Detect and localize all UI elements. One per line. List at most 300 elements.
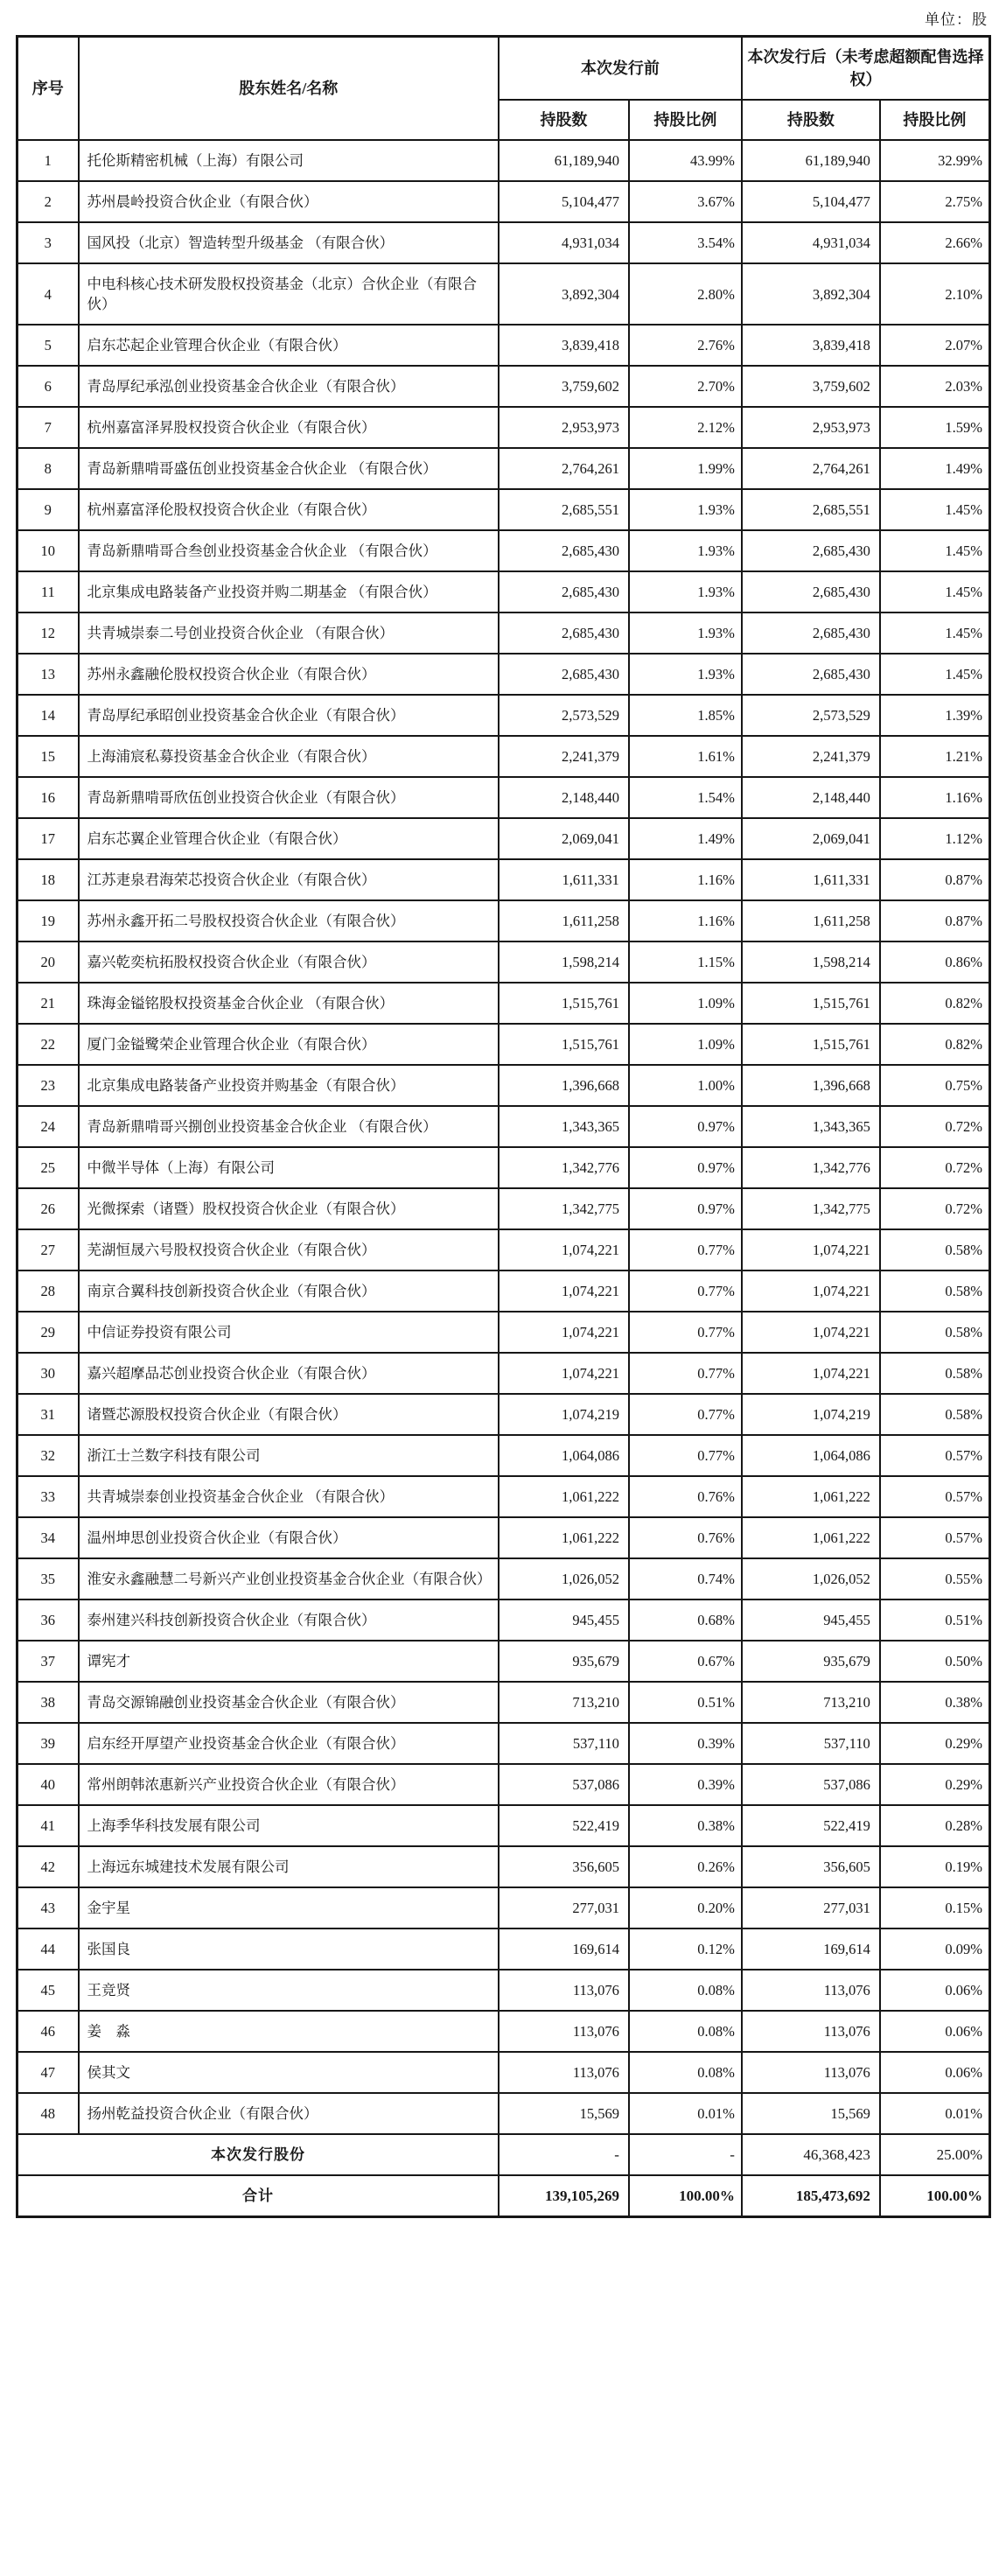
cell-pre-ratio: 0.08%	[629, 1970, 742, 2011]
cell-no: 12	[17, 612, 79, 654]
cell-pre-shares: 1,061,222	[499, 1476, 629, 1517]
cell-no: 38	[17, 1682, 79, 1723]
cell-no: 36	[17, 1600, 79, 1641]
cell-post-ratio: 0.72%	[880, 1106, 990, 1147]
cell-post-ratio: 1.45%	[880, 654, 990, 695]
cell-pre-ratio: 1.09%	[629, 983, 742, 1024]
cell-no: 26	[17, 1188, 79, 1229]
cell-shareholder-name: 常州朗韩浓惠新兴产业投资合伙企业（有限合伙）	[79, 1764, 499, 1805]
cell-no: 9	[17, 489, 79, 530]
cell-post-shares: 2,764,261	[742, 448, 880, 489]
cell-post-shares: 1,515,761	[742, 983, 880, 1024]
cell-shareholder-name: 青岛新鼎啃哥盛伍创业投资基金合伙企业 （有限合伙）	[79, 448, 499, 489]
cell-post-shares: 169,614	[742, 1928, 880, 1970]
cell-post-shares: 935,679	[742, 1641, 880, 1682]
cell-no: 23	[17, 1065, 79, 1106]
header-col-no: 序号	[17, 37, 79, 141]
cell-post-shares: 1,611,258	[742, 900, 880, 942]
cell-pre-ratio: 0.12%	[629, 1928, 742, 1970]
cell-post-ratio: 0.86%	[880, 942, 990, 983]
cell-post-ratio: 0.29%	[880, 1723, 990, 1764]
table-row	[17, 736, 990, 777]
cell-post-shares: 1,026,052	[742, 1558, 880, 1600]
cell-no: 32	[17, 1435, 79, 1476]
cell-shareholder-name: 苏州晨岭投资合伙企业（有限合伙）	[79, 181, 499, 222]
table-row	[17, 612, 990, 654]
cell-post-shares: 277,031	[742, 1887, 880, 1928]
cell-pre-shares: 1,074,219	[499, 1394, 629, 1435]
cell-post-shares: 2,685,430	[742, 654, 880, 695]
cell-post-shares: 945,455	[742, 1600, 880, 1641]
cell-no: 6	[17, 366, 79, 407]
table-row	[17, 448, 990, 489]
cell-pre-shares: 277,031	[499, 1887, 629, 1928]
cell-no: 48	[17, 2093, 79, 2134]
table-row	[17, 695, 990, 736]
header-group-row	[17, 37, 990, 101]
cell-pre-shares: 4,931,034	[499, 222, 629, 263]
cell-no: 5	[17, 325, 79, 366]
cell-pre-ratio: 1.61%	[629, 736, 742, 777]
table-row	[17, 1558, 990, 1600]
cell-pre-ratio: 1.16%	[629, 859, 742, 900]
cell-post-shares: 522,419	[742, 1805, 880, 1846]
cell-pre-ratio: 0.08%	[629, 2011, 742, 2052]
cell-shareholder-name: 杭州嘉富泽伦股权投资合伙企业（有限合伙）	[79, 489, 499, 530]
cell-post-shares: 3,892,304	[742, 263, 880, 325]
cell-post-shares: 537,110	[742, 1723, 880, 1764]
cell-post-ratio: 0.72%	[880, 1188, 990, 1229]
cell-pre-ratio: 0.77%	[629, 1353, 742, 1394]
cell-no: 19	[17, 900, 79, 942]
cell-pre-ratio: 0.97%	[629, 1188, 742, 1229]
cell-post-shares: 2,148,440	[742, 777, 880, 818]
cell-pre-shares: 537,110	[499, 1723, 629, 1764]
unit-label: 单位：股	[925, 11, 988, 28]
cell-no: 1	[17, 140, 79, 181]
cell-post-ratio: 1.45%	[880, 571, 990, 612]
cell-post-shares: 537,086	[742, 1764, 880, 1805]
table-row	[17, 859, 990, 900]
table-row	[17, 1065, 990, 1106]
cell-no: 41	[17, 1805, 79, 1846]
cell-post-shares: 2,685,430	[742, 612, 880, 654]
cell-post-ratio: 2.03%	[880, 366, 990, 407]
table-row	[17, 1229, 990, 1270]
cell-pre-ratio: 1.93%	[629, 612, 742, 654]
cell-pre-shares: 2,953,973	[499, 407, 629, 448]
table-row	[17, 489, 990, 530]
cell-shareholder-name: 中信证券投资有限公司	[79, 1312, 499, 1353]
cell-no: 27	[17, 1229, 79, 1270]
table-row	[17, 2011, 990, 2052]
cell-pre-shares: 1,074,221	[499, 1353, 629, 1394]
cell-post-ratio: 0.15%	[880, 1887, 990, 1928]
table-row	[17, 1476, 990, 1517]
cell-shareholder-name: 中微半导体（上海）有限公司	[79, 1147, 499, 1188]
cell-shareholder-name: 泰州建兴科技创新投资合伙企业（有限合伙）	[79, 1600, 499, 1641]
total-post-shares: 185,473,692	[742, 2175, 880, 2217]
cell-shareholder-name: 嘉兴乾奕杭拓股权投资合伙企业（有限合伙）	[79, 942, 499, 983]
cell-shareholder-name: 青岛厚纪承泓创业投资基金合伙企业（有限合伙）	[79, 366, 499, 407]
cell-post-ratio: 0.82%	[880, 983, 990, 1024]
table-row	[17, 1723, 990, 1764]
cell-post-ratio: 0.55%	[880, 1558, 990, 1600]
table-row	[17, 140, 990, 181]
table-row	[17, 325, 990, 366]
cell-shareholder-name: 张国良	[79, 1928, 499, 1970]
cell-post-ratio: 1.39%	[880, 695, 990, 736]
total-pre-ratio: 100.00%	[629, 2175, 742, 2217]
header-pre-ratio: 持股比例	[629, 100, 742, 140]
cell-post-ratio: 0.38%	[880, 1682, 990, 1723]
header-post-shares: 持股数	[742, 100, 880, 140]
cell-pre-shares: 3,759,602	[499, 366, 629, 407]
cell-shareholder-name: 启东芯起企业管理合伙企业（有限合伙）	[79, 325, 499, 366]
cell-shareholder-name: 国风投（北京）智造转型升级基金 （有限合伙）	[79, 222, 499, 263]
cell-no: 7	[17, 407, 79, 448]
cell-pre-ratio: 0.76%	[629, 1476, 742, 1517]
table-row	[17, 1846, 990, 1887]
cell-pre-shares: 1,342,776	[499, 1147, 629, 1188]
table-header	[17, 37, 990, 141]
cell-no: 11	[17, 571, 79, 612]
cell-shareholder-name: 厦门金镒鹭荣企业管理合伙企业（有限合伙）	[79, 1024, 499, 1065]
cell-no: 22	[17, 1024, 79, 1065]
cell-pre-ratio: 2.80%	[629, 263, 742, 325]
cell-post-shares: 3,839,418	[742, 325, 880, 366]
cell-post-ratio: 0.87%	[880, 859, 990, 900]
table-row	[17, 571, 990, 612]
cell-no: 24	[17, 1106, 79, 1147]
cell-no: 28	[17, 1270, 79, 1312]
cell-pre-ratio: 0.77%	[629, 1312, 742, 1353]
cell-no: 47	[17, 2052, 79, 2093]
cell-pre-shares: 2,685,430	[499, 612, 629, 654]
cell-post-ratio: 0.51%	[880, 1600, 990, 1641]
table-row	[17, 1147, 990, 1188]
cell-post-ratio: 0.58%	[880, 1394, 990, 1435]
cell-pre-shares: 1,611,258	[499, 900, 629, 942]
cell-post-ratio: 2.66%	[880, 222, 990, 263]
cell-post-shares: 2,685,551	[742, 489, 880, 530]
table-row	[17, 1682, 990, 1723]
cell-pre-ratio: 1.16%	[629, 900, 742, 942]
cell-no: 25	[17, 1147, 79, 1188]
table-row	[17, 366, 990, 407]
cell-post-shares: 2,573,529	[742, 695, 880, 736]
header-col-name: 股东姓名/名称	[79, 37, 499, 141]
cell-pre-shares: 2,685,551	[499, 489, 629, 530]
cell-post-ratio: 2.75%	[880, 181, 990, 222]
cell-pre-ratio: 1.15%	[629, 942, 742, 983]
cell-post-shares: 713,210	[742, 1682, 880, 1723]
cell-post-ratio: 0.19%	[880, 1846, 990, 1887]
cell-post-shares: 2,953,973	[742, 407, 880, 448]
cell-shareholder-name: 共青城崇泰二号创业投资合伙企业 （有限合伙）	[79, 612, 499, 654]
cell-post-ratio: 0.58%	[880, 1270, 990, 1312]
table-row	[17, 1928, 990, 1970]
cell-post-shares: 1,074,221	[742, 1353, 880, 1394]
cell-post-ratio: 1.16%	[880, 777, 990, 818]
cell-post-ratio: 0.06%	[880, 2011, 990, 2052]
cell-post-ratio: 1.21%	[880, 736, 990, 777]
cell-pre-ratio: 2.70%	[629, 366, 742, 407]
cell-pre-shares: 2,069,041	[499, 818, 629, 859]
cell-pre-shares: 713,210	[499, 1682, 629, 1723]
cell-pre-ratio: 0.77%	[629, 1270, 742, 1312]
table-row	[17, 1764, 990, 1805]
cell-pre-shares: 945,455	[499, 1600, 629, 1641]
cell-post-shares: 2,241,379	[742, 736, 880, 777]
header-post-ratio: 持股比例	[880, 100, 990, 140]
cell-no: 46	[17, 2011, 79, 2052]
cell-post-shares: 5,104,477	[742, 181, 880, 222]
cell-shareholder-name: 侯其文	[79, 2052, 499, 2093]
cell-post-ratio: 0.72%	[880, 1147, 990, 1188]
cell-shareholder-name: 温州坤思创业投资合伙企业（有限合伙）	[79, 1517, 499, 1558]
table-row	[17, 1970, 990, 2011]
cell-no: 35	[17, 1558, 79, 1600]
cell-post-shares: 356,605	[742, 1846, 880, 1887]
table-row	[17, 983, 990, 1024]
cell-pre-ratio: 1.09%	[629, 1024, 742, 1065]
cell-post-shares: 61,189,940	[742, 140, 880, 181]
table-row	[17, 818, 990, 859]
cell-pre-shares: 1,343,365	[499, 1106, 629, 1147]
cell-post-ratio: 0.57%	[880, 1476, 990, 1517]
header-group-after: 本次发行后（未考虑超额配售选择权）	[742, 37, 990, 101]
table-body	[17, 140, 990, 2134]
table-row	[17, 181, 990, 222]
cell-post-ratio: 0.28%	[880, 1805, 990, 1846]
cell-shareholder-name: 江苏疌泉君海荣芯投资合伙企业（有限合伙）	[79, 859, 499, 900]
cell-shareholder-name: 中电科核心技术研发股权投资基金（北京）合伙企业（有限合伙）	[79, 263, 499, 325]
cell-post-shares: 1,343,365	[742, 1106, 880, 1147]
cell-shareholder-name: 启东经开厚望产业投资基金合伙企业（有限合伙）	[79, 1723, 499, 1764]
cell-pre-shares: 1,026,052	[499, 1558, 629, 1600]
cell-post-shares: 1,074,221	[742, 1229, 880, 1270]
cell-pre-shares: 2,685,430	[499, 654, 629, 695]
cell-pre-ratio: 0.67%	[629, 1641, 742, 1682]
cell-shareholder-name: 芜湖恒晟六号股权投资合伙企业（有限合伙）	[79, 1229, 499, 1270]
cell-post-shares: 1,611,331	[742, 859, 880, 900]
cell-pre-shares: 113,076	[499, 1970, 629, 2011]
cell-pre-ratio: 1.49%	[629, 818, 742, 859]
total-pre-shares: 139,105,269	[499, 2175, 629, 2217]
cell-shareholder-name: 光微探索（诸暨）股权投资合伙企业（有限合伙）	[79, 1188, 499, 1229]
cell-pre-shares: 113,076	[499, 2011, 629, 2052]
cell-pre-ratio: 1.93%	[629, 530, 742, 571]
table-row	[17, 1353, 990, 1394]
table-row	[17, 2093, 990, 2134]
cell-post-shares: 1,074,219	[742, 1394, 880, 1435]
table-row	[17, 1024, 990, 1065]
cell-pre-shares: 1,074,221	[499, 1229, 629, 1270]
table-row	[17, 263, 990, 325]
total-row	[17, 2175, 990, 2217]
cell-pre-shares: 1,061,222	[499, 1517, 629, 1558]
cell-post-shares: 1,064,086	[742, 1435, 880, 1476]
cell-shareholder-name: 青岛厚纪承昭创业投资基金合伙企业（有限合伙）	[79, 695, 499, 736]
cell-post-ratio: 0.50%	[880, 1641, 990, 1682]
cell-post-ratio: 0.75%	[880, 1065, 990, 1106]
table-row	[17, 530, 990, 571]
cell-post-ratio: 0.29%	[880, 1764, 990, 1805]
cell-pre-ratio: 3.54%	[629, 222, 742, 263]
table-row	[17, 1394, 990, 1435]
cell-post-ratio: 1.45%	[880, 489, 990, 530]
table-row	[17, 1641, 990, 1682]
summary-body	[17, 2134, 990, 2217]
cell-pre-shares: 1,598,214	[499, 942, 629, 983]
table-row	[17, 1270, 990, 1312]
cell-pre-shares: 1,515,761	[499, 983, 629, 1024]
cell-pre-ratio: 0.08%	[629, 2052, 742, 2093]
cell-shareholder-name: 苏州永鑫开拓二号股权投资合伙企业（有限合伙）	[79, 900, 499, 942]
table-row	[17, 1106, 990, 1147]
issue-row	[17, 2134, 990, 2175]
cell-pre-shares: 61,189,940	[499, 140, 629, 181]
cell-pre-ratio: 0.68%	[629, 1600, 742, 1641]
cell-pre-shares: 15,569	[499, 2093, 629, 2134]
cell-pre-shares: 2,148,440	[499, 777, 629, 818]
cell-pre-shares: 2,764,261	[499, 448, 629, 489]
cell-no: 16	[17, 777, 79, 818]
cell-shareholder-name: 青岛交源锦融创业投资基金合伙企业（有限合伙）	[79, 1682, 499, 1723]
cell-pre-ratio: 43.99%	[629, 140, 742, 181]
cell-post-shares: 15,569	[742, 2093, 880, 2134]
cell-post-shares: 4,931,034	[742, 222, 880, 263]
cell-shareholder-name: 杭州嘉富泽昇股权投资合伙企业（有限合伙）	[79, 407, 499, 448]
issue-post-shares: 46,368,423	[742, 2134, 880, 2175]
cell-post-shares: 1,342,776	[742, 1147, 880, 1188]
cell-post-shares: 1,396,668	[742, 1065, 880, 1106]
cell-post-ratio: 1.12%	[880, 818, 990, 859]
cell-pre-shares: 113,076	[499, 2052, 629, 2093]
cell-post-shares: 1,342,775	[742, 1188, 880, 1229]
cell-no: 31	[17, 1394, 79, 1435]
cell-shareholder-name: 上海远东城建技术发展有限公司	[79, 1846, 499, 1887]
cell-no: 30	[17, 1353, 79, 1394]
cell-post-ratio: 0.01%	[880, 2093, 990, 2134]
cell-shareholder-name: 共青城崇泰创业投资基金合伙企业 （有限合伙）	[79, 1476, 499, 1517]
cell-shareholder-name: 北京集成电路装备产业投资并购基金（有限合伙）	[79, 1065, 499, 1106]
cell-shareholder-name: 上海浦宸私募投资基金合伙企业（有限合伙）	[79, 736, 499, 777]
cell-no: 21	[17, 983, 79, 1024]
cell-shareholder-name: 青岛新鼎啃哥欣伍创业投资合伙企业（有限合伙）	[79, 777, 499, 818]
cell-post-ratio: 0.58%	[880, 1353, 990, 1394]
cell-shareholder-name: 青岛新鼎啃哥兴捌创业投资基金合伙企业 （有限合伙）	[79, 1106, 499, 1147]
cell-pre-shares: 2,241,379	[499, 736, 629, 777]
cell-shareholder-name: 浙江士兰数字科技有限公司	[79, 1435, 499, 1476]
cell-post-ratio: 32.99%	[880, 140, 990, 181]
table-row	[17, 2052, 990, 2093]
cell-pre-ratio: 2.12%	[629, 407, 742, 448]
cell-pre-ratio: 0.26%	[629, 1846, 742, 1887]
issue-row-label: 本次发行股份	[17, 2134, 499, 2175]
table-row	[17, 1312, 990, 1353]
table-row	[17, 1600, 990, 1641]
cell-pre-ratio: 0.51%	[629, 1682, 742, 1723]
cell-post-ratio: 2.10%	[880, 263, 990, 325]
cell-pre-ratio: 1.93%	[629, 654, 742, 695]
cell-pre-ratio: 0.74%	[629, 1558, 742, 1600]
cell-pre-ratio: 0.77%	[629, 1229, 742, 1270]
cell-no: 17	[17, 818, 79, 859]
cell-no: 34	[17, 1517, 79, 1558]
cell-pre-shares: 1,074,221	[499, 1270, 629, 1312]
cell-post-shares: 1,074,221	[742, 1270, 880, 1312]
cell-pre-shares: 2,685,430	[499, 530, 629, 571]
cell-pre-shares: 537,086	[499, 1764, 629, 1805]
cell-pre-shares: 5,104,477	[499, 181, 629, 222]
cell-shareholder-name: 嘉兴超摩品芯创业投资合伙企业（有限合伙）	[79, 1353, 499, 1394]
table-row	[17, 1188, 990, 1229]
cell-shareholder-name: 姜 淼	[79, 2011, 499, 2052]
cell-no: 40	[17, 1764, 79, 1805]
cell-pre-ratio: 0.77%	[629, 1435, 742, 1476]
cell-post-ratio: 0.58%	[880, 1312, 990, 1353]
cell-shareholder-name: 金宇星	[79, 1887, 499, 1928]
cell-no: 2	[17, 181, 79, 222]
cell-no: 44	[17, 1928, 79, 1970]
cell-post-shares: 1,515,761	[742, 1024, 880, 1065]
cell-post-shares: 2,069,041	[742, 818, 880, 859]
cell-post-shares: 113,076	[742, 1970, 880, 2011]
cell-pre-ratio: 0.39%	[629, 1764, 742, 1805]
cell-shareholder-name: 扬州乾益投资合伙企业（有限合伙）	[79, 2093, 499, 2134]
cell-post-ratio: 1.59%	[880, 407, 990, 448]
cell-post-ratio: 1.49%	[880, 448, 990, 489]
cell-post-ratio: 0.06%	[880, 1970, 990, 2011]
cell-pre-ratio: 0.97%	[629, 1106, 742, 1147]
cell-shareholder-name: 谭宪才	[79, 1641, 499, 1682]
cell-pre-ratio: 0.77%	[629, 1394, 742, 1435]
cell-shareholder-name: 苏州永鑫融伦股权投资合伙企业（有限合伙）	[79, 654, 499, 695]
cell-no: 13	[17, 654, 79, 695]
cell-post-ratio: 2.07%	[880, 325, 990, 366]
cell-post-shares: 2,685,430	[742, 571, 880, 612]
cell-no: 3	[17, 222, 79, 263]
cell-pre-ratio: 0.39%	[629, 1723, 742, 1764]
cell-post-shares: 1,598,214	[742, 942, 880, 983]
total-post-ratio: 100.00%	[880, 2175, 990, 2217]
cell-pre-shares: 1,074,221	[499, 1312, 629, 1353]
cell-post-ratio: 0.58%	[880, 1229, 990, 1270]
table-row	[17, 407, 990, 448]
cell-shareholder-name: 诸暨芯源股权投资合伙企业（有限合伙）	[79, 1394, 499, 1435]
cell-shareholder-name: 南京合翼科技创新投资合伙企业（有限合伙）	[79, 1270, 499, 1312]
total-row-label: 合计	[17, 2175, 499, 2217]
issue-post-ratio: 25.00%	[880, 2134, 990, 2175]
cell-no: 18	[17, 859, 79, 900]
table-row	[17, 1887, 990, 1928]
cell-post-ratio: 1.45%	[880, 612, 990, 654]
cell-pre-shares: 3,839,418	[499, 325, 629, 366]
cell-pre-shares: 2,573,529	[499, 695, 629, 736]
cell-shareholder-name: 青岛新鼎啃哥合叁创业投资基金合伙企业 （有限合伙）	[79, 530, 499, 571]
cell-pre-ratio: 0.97%	[629, 1147, 742, 1188]
cell-post-ratio: 0.57%	[880, 1435, 990, 1476]
cell-pre-shares: 1,396,668	[499, 1065, 629, 1106]
header-pre-shares: 持股数	[499, 100, 629, 140]
cell-pre-shares: 2,685,430	[499, 571, 629, 612]
table-row	[17, 942, 990, 983]
cell-pre-ratio: 0.20%	[629, 1887, 742, 1928]
table-row	[17, 900, 990, 942]
cell-pre-shares: 356,605	[499, 1846, 629, 1887]
